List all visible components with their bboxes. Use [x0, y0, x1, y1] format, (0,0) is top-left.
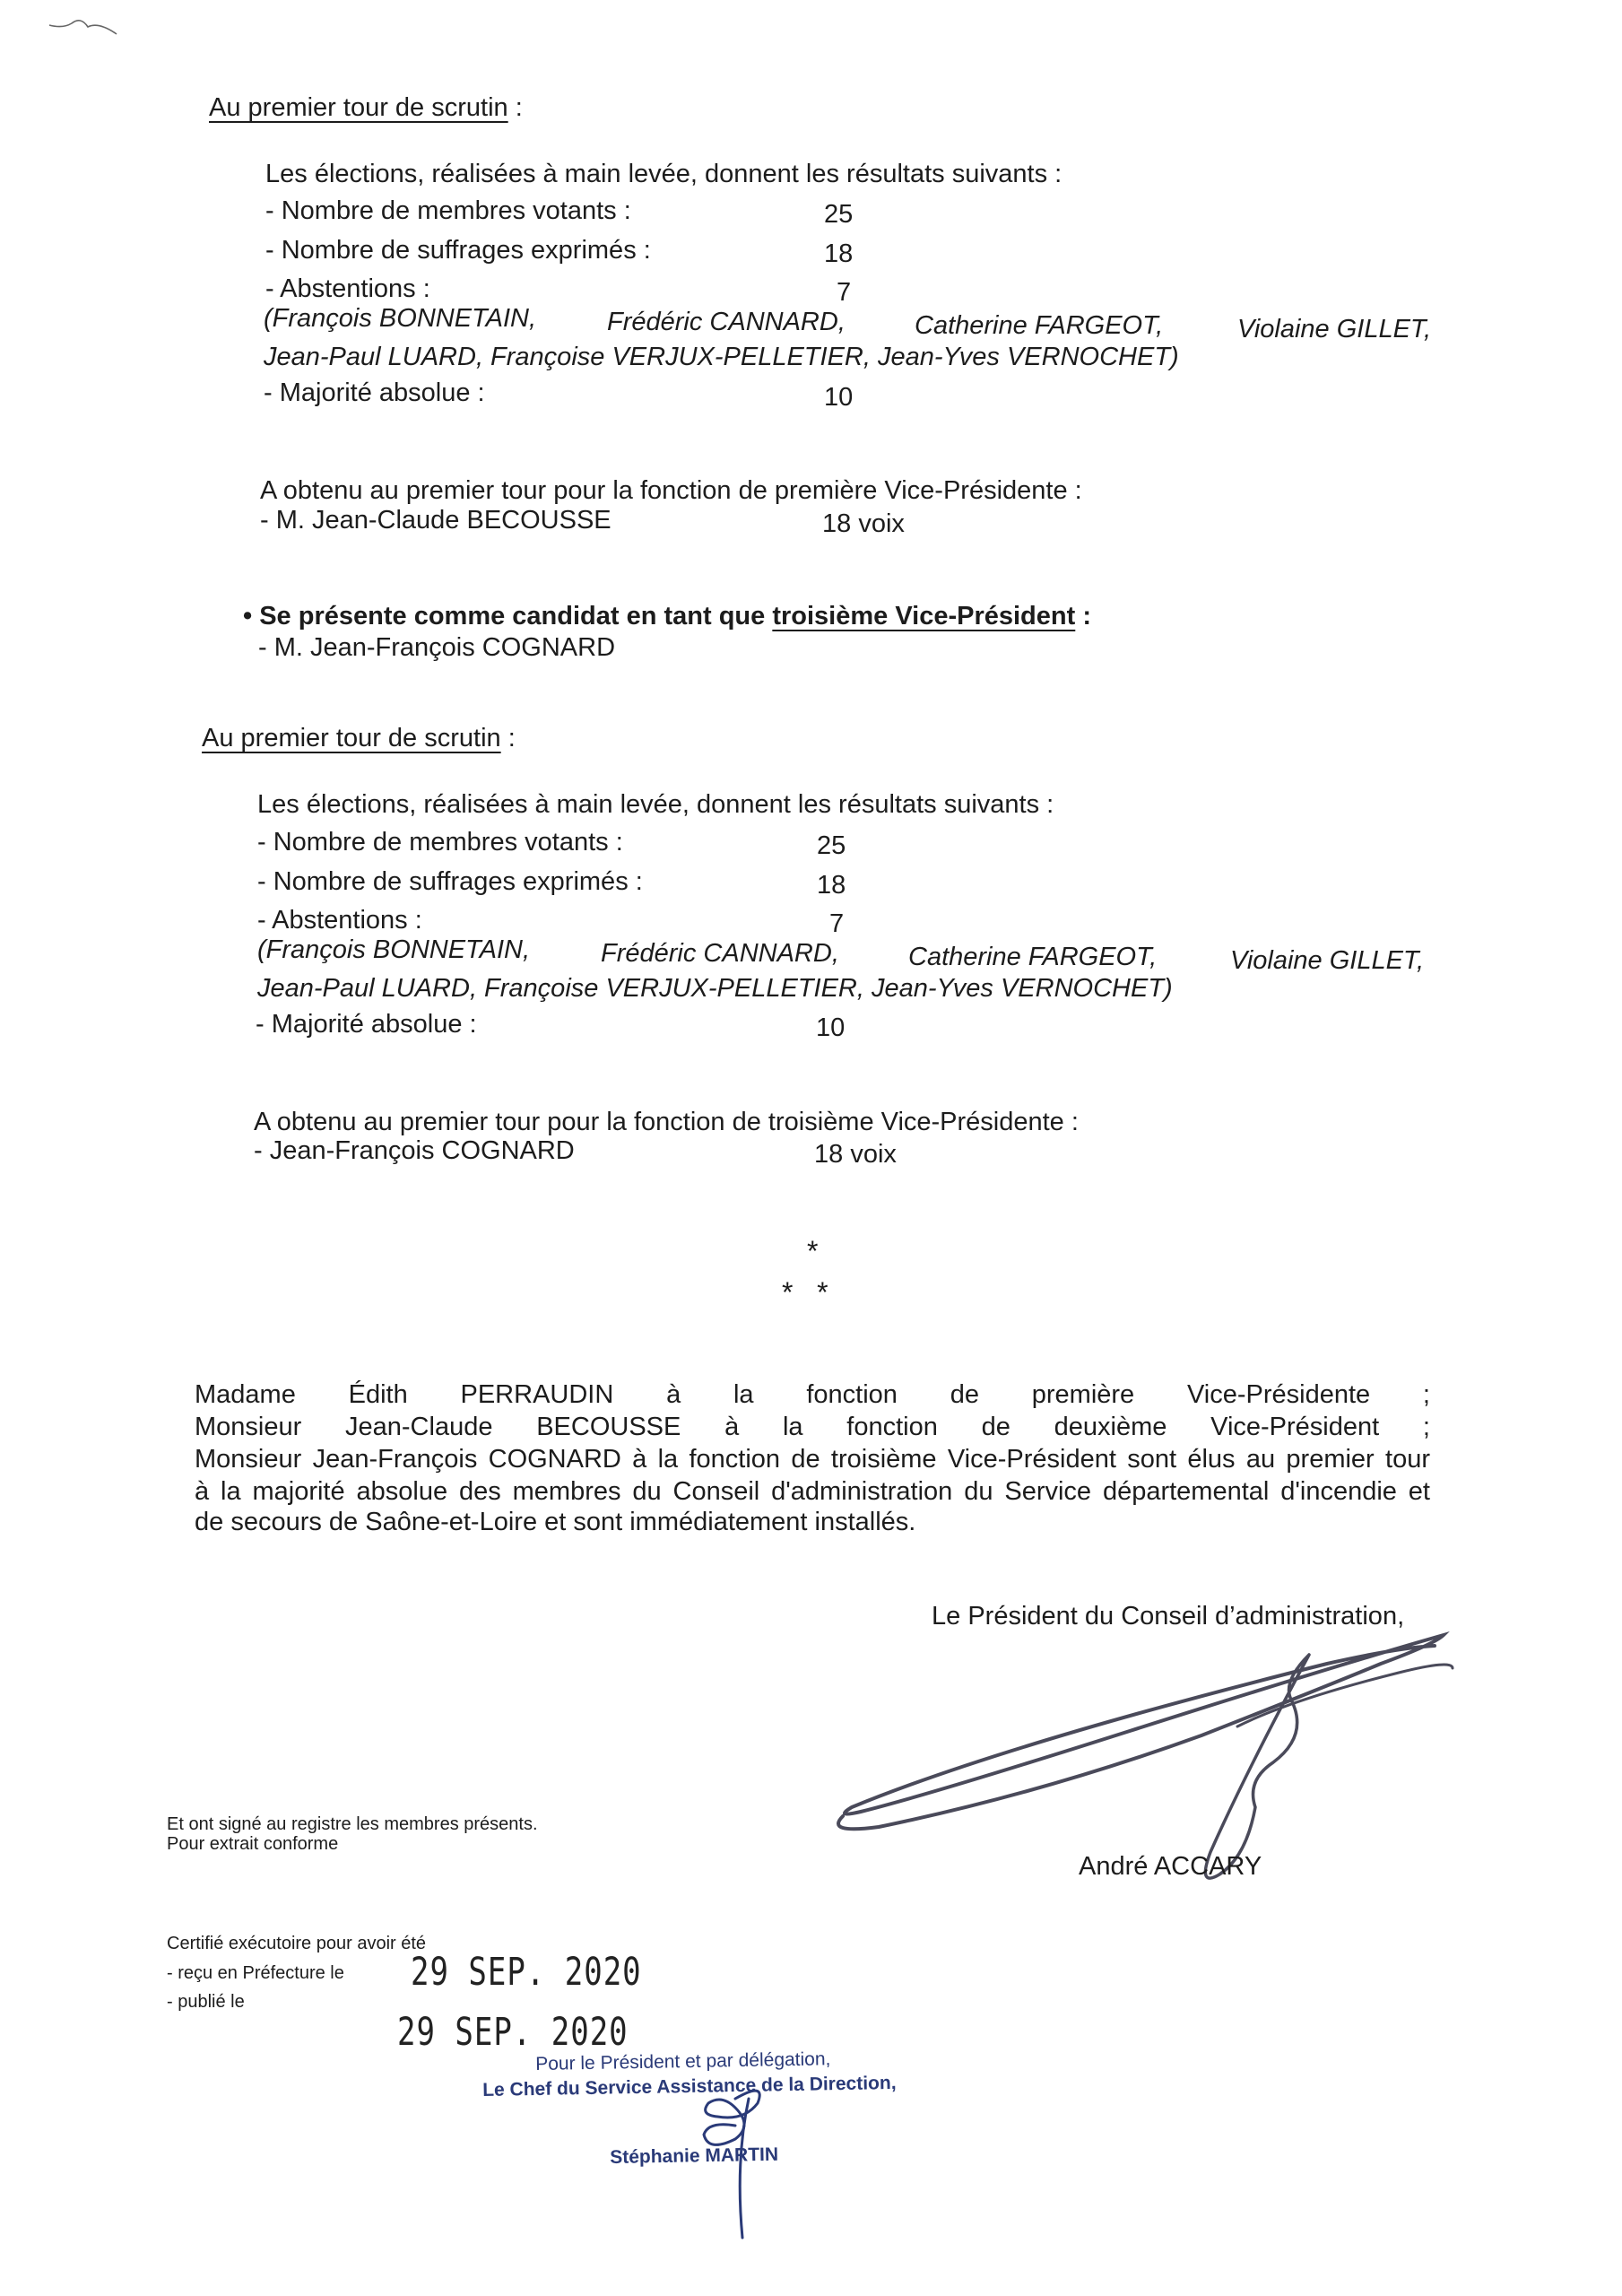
conclusion-line-5: de secours de Saône-et-Loire et sont immédiatement installés.	[195, 1508, 916, 1536]
bullet-icon: •	[243, 602, 253, 631]
candidate-heading: • Se présente comme candidat en tant que troisième Vice-Président :	[243, 602, 1091, 631]
section2-abst-name-3: Catherine FARGEOT,	[908, 943, 1158, 971]
delegation-line-1: Pour le Président et par délégation,	[535, 2048, 831, 2074]
section1-exprimes-value: 18	[824, 239, 854, 268]
separator-star-top: *	[807, 1235, 819, 1267]
section2-heading: Au premier tour de scrutin :	[202, 724, 516, 752]
section2-votants-value: 25	[817, 831, 846, 860]
section2-majorite-value: 10	[816, 1013, 846, 1042]
conclusion-line-4: à la majorité absolue des membres du Conseil d'administration du Service départemental d'incendie et	[195, 1477, 1430, 1506]
section2-abst-names-line2: Jean-Paul LUARD, Françoise VERJUX-PELLETIER, Jean-Yves VERNOCHET)	[257, 974, 1173, 1003]
candidate-name: - M. Jean-François COGNARD	[258, 633, 616, 662]
section1-votants-label: - Nombre de membres votants :	[265, 196, 631, 225]
scan-mark	[45, 9, 134, 45]
candidate-role: troisième Vice-Président	[772, 602, 1076, 631]
conclusion-line-2: Monsieur Jean-Claude BECOUSSE à la fonction de deuxième Vice-Président ;	[195, 1413, 1430, 1441]
date-published-stamp: 29 SEP. 2020	[397, 2010, 629, 2056]
section1-result-votes: 18 voix	[822, 509, 905, 538]
section2-exprimes-value: 18	[817, 871, 846, 900]
section1-votants-value: 25	[824, 200, 854, 229]
section1-heading-text: Au premier tour de scrutin	[209, 93, 508, 122]
date-received-stamp: 29 SEP. 2020	[411, 1950, 642, 1996]
section2-exprimes-label: - Nombre de suffrages exprimés :	[257, 867, 643, 896]
registry-line-2: Pour extrait conforme	[167, 1834, 339, 1854]
signature-title: Le Président du Conseil d’administration,	[932, 1602, 1405, 1631]
section1-intro: Les élections, réalisées à main levée, donnent les résultats suivants :	[265, 160, 1063, 188]
section2-heading-text: Au premier tour de scrutin	[202, 724, 501, 752]
section2-result-name: - Jean-François COGNARD	[254, 1136, 575, 1165]
registry-line-1: Et ont signé au registre les membres présents.	[167, 1814, 538, 1834]
certification-line-3: - publié le	[167, 1992, 245, 2012]
section2-abst-name-4: Violaine GILLET,	[1230, 946, 1425, 975]
certification-line-1: Certifié exécutoire pour avoir été	[167, 1934, 427, 1953]
delegation-name: Stéphanie MARTIN	[610, 2144, 779, 2168]
section1-heading: Au premier tour de scrutin :	[209, 93, 523, 122]
section1-result-intro: A obtenu au premier tour pour la fonction de première Vice-Présidente :	[260, 476, 1082, 505]
section1-abstentions-label: - Abstentions :	[265, 274, 430, 303]
conclusion-line-3: Monsieur Jean-François COGNARD à la fonction de troisième Vice-Président sont élus au premier tour	[195, 1445, 1430, 1474]
section1-result-name: - M. Jean-Claude BECOUSSE	[260, 506, 612, 535]
section1-abst-name-1: (François BONNETAIN,	[264, 304, 537, 333]
separator-stars-bottom: * *	[782, 1276, 828, 1309]
section1-abst-name-4: Violaine GILLET,	[1237, 315, 1432, 344]
section2-abst-name-1: (François BONNETAIN,	[257, 935, 531, 964]
section1-abst-names-line2: Jean-Paul LUARD, Françoise VERJUX-PELLETIER, Jean-Yves VERNOCHET)	[264, 343, 1179, 371]
section1-majorite-label: - Majorité absolue :	[264, 378, 485, 407]
section1-exprimes-label: - Nombre de suffrages exprimés :	[265, 236, 651, 265]
section1-abstentions-value: 7	[837, 278, 852, 307]
delegation-line-2: Le Chef du Service Assistance de la Direction,	[482, 2072, 897, 2100]
section2-abst-name-2: Frédéric CANNARD,	[601, 939, 839, 968]
certification-line-2: - reçu en Préfecture le	[167, 1963, 344, 1983]
section2-majorite-label: - Majorité absolue :	[256, 1010, 477, 1039]
conclusion-line-1: Madame Édith PERRAUDIN à la fonction de première Vice-Présidente ;	[195, 1380, 1430, 1409]
section2-votants-label: - Nombre de membres votants :	[257, 828, 623, 857]
section2-abstentions-label: - Abstentions :	[257, 906, 422, 935]
section2-result-intro: A obtenu au premier tour pour la fonction de troisième Vice-Présidente :	[254, 1108, 1079, 1136]
section2-result-votes: 18 voix	[814, 1140, 897, 1169]
section2-abstentions-value: 7	[829, 909, 845, 938]
section1-abst-name-2: Frédéric CANNARD,	[607, 308, 846, 336]
section2-intro: Les élections, réalisées à main levée, donnent les résultats suivants :	[257, 790, 1054, 819]
signature-name: André ACCARY	[1079, 1852, 1262, 1881]
section1-majorite-value: 10	[824, 383, 854, 412]
section1-abst-name-3: Catherine FARGEOT,	[915, 311, 1164, 340]
